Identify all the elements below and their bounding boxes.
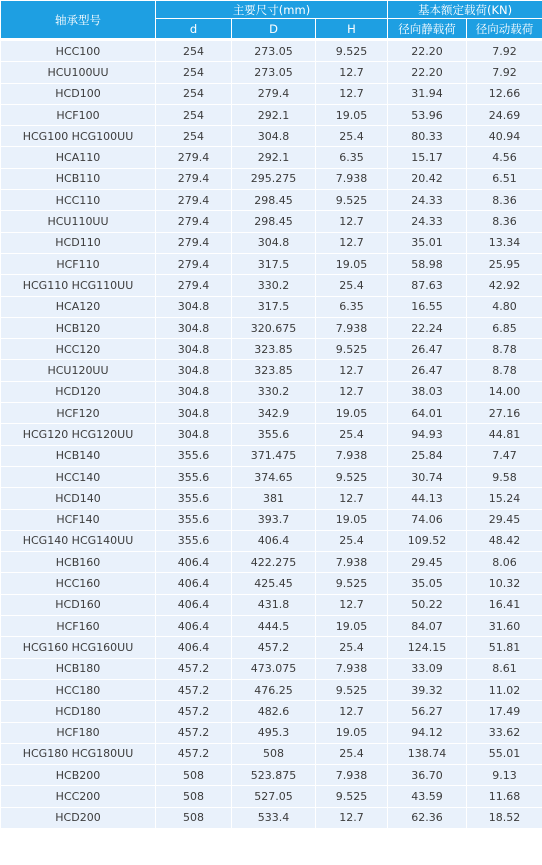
cell-model: HCC200 [1, 786, 156, 807]
cell-static-load: 64.01 [388, 403, 467, 424]
cell-d: 254 [156, 126, 232, 147]
cell-model: HCC120 [1, 339, 156, 360]
cell-dynamic-load: 51.81 [467, 637, 542, 658]
cell-model: HCB200 [1, 765, 156, 786]
table-row [1, 104, 542, 125]
cell-static-load: 80.33 [388, 126, 467, 147]
cell-D: 317.5 [232, 253, 316, 274]
cell-model: HCU100UU [1, 62, 156, 83]
cell-static-load: 15.17 [388, 147, 467, 168]
cell-dynamic-load: 13.34 [467, 232, 542, 253]
cell-static-load: 25.84 [388, 445, 467, 466]
cell-dynamic-load: 9.58 [467, 466, 542, 487]
cell-D: 371.475 [232, 445, 316, 466]
cell-d: 279.4 [156, 168, 232, 189]
table-row [1, 658, 542, 679]
table-row [1, 722, 542, 743]
cell-H: 9.525 [316, 786, 388, 807]
cell-static-load: 16.55 [388, 296, 467, 317]
cell-static-load: 22.20 [388, 62, 467, 83]
cell-static-load: 20.42 [388, 168, 467, 189]
cell-model: HCG100 HCG100UU [1, 126, 156, 147]
cell-dynamic-load: 7.92 [467, 62, 542, 83]
table-row [1, 573, 542, 594]
cell-static-load: 94.93 [388, 424, 467, 445]
cell-static-load: 22.24 [388, 317, 467, 338]
cell-d: 508 [156, 786, 232, 807]
cell-model: HCB120 [1, 317, 156, 338]
cell-H: 25.4 [316, 637, 388, 658]
cell-model: HCF160 [1, 616, 156, 637]
header-static-load: 径向静载荷 [388, 19, 467, 39]
cell-static-load: 58.98 [388, 253, 467, 274]
cell-model: HCG160 HCG160UU [1, 637, 156, 658]
cell-H: 12.7 [316, 381, 388, 402]
cell-d: 304.8 [156, 360, 232, 381]
cell-d: 406.4 [156, 616, 232, 637]
cell-D: 406.4 [232, 530, 316, 551]
cell-static-load: 62.36 [388, 807, 467, 828]
table-row [1, 637, 542, 658]
cell-H: 25.4 [316, 424, 388, 445]
table-row [1, 275, 542, 296]
cell-d: 508 [156, 807, 232, 828]
cell-H: 25.4 [316, 126, 388, 147]
cell-H: 7.938 [316, 658, 388, 679]
cell-model: HCF120 [1, 403, 156, 424]
cell-static-load: 53.96 [388, 104, 467, 125]
cell-dynamic-load: 8.78 [467, 339, 542, 360]
cell-D: 374.65 [232, 466, 316, 487]
cell-D: 381 [232, 488, 316, 509]
cell-model: HCF140 [1, 509, 156, 530]
cell-model: HCF180 [1, 722, 156, 743]
cell-model: HCC100 [1, 41, 156, 62]
cell-model: HCA110 [1, 147, 156, 168]
table-row [1, 147, 542, 168]
table-row [1, 466, 542, 487]
cell-H: 12.7 [316, 211, 388, 232]
cell-dynamic-load: 4.56 [467, 147, 542, 168]
cell-H: 9.525 [316, 41, 388, 62]
table-row [1, 530, 542, 551]
cell-dynamic-load: 42.92 [467, 275, 542, 296]
cell-static-load: 33.09 [388, 658, 467, 679]
cell-D: 304.8 [232, 232, 316, 253]
cell-model: HCD160 [1, 594, 156, 615]
cell-dynamic-load: 8.78 [467, 360, 542, 381]
cell-dynamic-load: 48.42 [467, 530, 542, 551]
cell-H: 7.938 [316, 445, 388, 466]
cell-model: HCD120 [1, 381, 156, 402]
cell-D: 292.1 [232, 147, 316, 168]
table-row [1, 701, 542, 722]
cell-d: 254 [156, 83, 232, 104]
cell-model: HCB160 [1, 552, 156, 573]
cell-dynamic-load: 29.45 [467, 509, 542, 530]
table-row [1, 317, 542, 338]
cell-D: 279.4 [232, 83, 316, 104]
table-row [1, 339, 542, 360]
cell-dynamic-load: 16.41 [467, 594, 542, 615]
cell-H: 25.4 [316, 530, 388, 551]
cell-dynamic-load: 8.06 [467, 552, 542, 573]
cell-d: 406.4 [156, 552, 232, 573]
cell-D: 317.5 [232, 296, 316, 317]
cell-H: 7.938 [316, 168, 388, 189]
cell-H: 12.7 [316, 62, 388, 83]
cell-model: HCC110 [1, 190, 156, 211]
header-D: D [232, 19, 316, 39]
header-row-top [1, 1, 542, 19]
cell-H: 9.525 [316, 679, 388, 700]
cell-dynamic-load: 25.95 [467, 253, 542, 274]
cell-d: 355.6 [156, 509, 232, 530]
cell-model: HCG180 HCG180UU [1, 743, 156, 764]
table-header [1, 1, 542, 39]
cell-model: HCB110 [1, 168, 156, 189]
cell-D: 482.6 [232, 701, 316, 722]
cell-dynamic-load: 10.32 [467, 573, 542, 594]
cell-d: 457.2 [156, 722, 232, 743]
cell-D: 425.45 [232, 573, 316, 594]
table-row [1, 403, 542, 424]
cell-static-load: 26.47 [388, 360, 467, 381]
cell-H: 12.7 [316, 360, 388, 381]
cell-D: 342.9 [232, 403, 316, 424]
cell-model: HCG140 HCG140UU [1, 530, 156, 551]
cell-d: 508 [156, 765, 232, 786]
cell-static-load: 94.12 [388, 722, 467, 743]
cell-H: 19.05 [316, 722, 388, 743]
cell-model: HCB180 [1, 658, 156, 679]
cell-d: 304.8 [156, 296, 232, 317]
cell-D: 473.075 [232, 658, 316, 679]
table-row [1, 679, 542, 700]
cell-d: 457.2 [156, 679, 232, 700]
cell-H: 19.05 [316, 104, 388, 125]
cell-dynamic-load: 4.80 [467, 296, 542, 317]
cell-H: 9.525 [316, 339, 388, 360]
cell-H: 7.938 [316, 765, 388, 786]
cell-static-load: 56.27 [388, 701, 467, 722]
header-bearing-model: 轴承型号 [1, 1, 156, 39]
cell-D: 476.25 [232, 679, 316, 700]
cell-H: 6.35 [316, 147, 388, 168]
cell-dynamic-load: 31.60 [467, 616, 542, 637]
table-row [1, 616, 542, 637]
cell-d: 279.4 [156, 253, 232, 274]
cell-static-load: 24.33 [388, 190, 467, 211]
cell-D: 273.05 [232, 41, 316, 62]
cell-dynamic-load: 7.92 [467, 41, 542, 62]
cell-dynamic-load: 44.81 [467, 424, 542, 445]
cell-static-load: 74.06 [388, 509, 467, 530]
cell-H: 12.7 [316, 83, 388, 104]
cell-d: 279.4 [156, 232, 232, 253]
cell-d: 304.8 [156, 403, 232, 424]
table-row [1, 786, 542, 807]
cell-static-load: 35.01 [388, 232, 467, 253]
table-row [1, 190, 542, 211]
cell-d: 279.4 [156, 275, 232, 296]
cell-D: 457.2 [232, 637, 316, 658]
cell-dynamic-load: 9.13 [467, 765, 542, 786]
cell-H: 25.4 [316, 743, 388, 764]
cell-H: 19.05 [316, 509, 388, 530]
header-dynamic-load: 径向动载荷 [467, 19, 542, 39]
cell-dynamic-load: 11.02 [467, 679, 542, 700]
cell-D: 320.675 [232, 317, 316, 338]
cell-model: HCC160 [1, 573, 156, 594]
table-row [1, 743, 542, 764]
cell-static-load: 84.07 [388, 616, 467, 637]
cell-dynamic-load: 40.94 [467, 126, 542, 147]
table-row [1, 509, 542, 530]
table-row [1, 41, 542, 62]
cell-d: 254 [156, 62, 232, 83]
cell-D: 273.05 [232, 62, 316, 83]
cell-static-load: 138.74 [388, 743, 467, 764]
table-row [1, 424, 542, 445]
cell-static-load: 44.13 [388, 488, 467, 509]
cell-D: 431.8 [232, 594, 316, 615]
cell-model: HCC140 [1, 466, 156, 487]
cell-static-load: 109.52 [388, 530, 467, 551]
cell-D: 422.275 [232, 552, 316, 573]
table-row [1, 296, 542, 317]
cell-H: 12.7 [316, 807, 388, 828]
cell-dynamic-load: 8.61 [467, 658, 542, 679]
cell-D: 444.5 [232, 616, 316, 637]
cell-d: 457.2 [156, 701, 232, 722]
table-row [1, 232, 542, 253]
cell-D: 355.6 [232, 424, 316, 445]
cell-static-load: 36.70 [388, 765, 467, 786]
cell-d: 355.6 [156, 488, 232, 509]
cell-H: 19.05 [316, 616, 388, 637]
cell-model: HCG110 HCG110UU [1, 275, 156, 296]
cell-d: 254 [156, 41, 232, 62]
cell-model: HCU120UU [1, 360, 156, 381]
cell-model: HCD200 [1, 807, 156, 828]
cell-dynamic-load: 12.66 [467, 83, 542, 104]
table-row [1, 360, 542, 381]
cell-D: 292.1 [232, 104, 316, 125]
cell-dynamic-load: 33.62 [467, 722, 542, 743]
cell-d: 304.8 [156, 424, 232, 445]
cell-D: 298.45 [232, 190, 316, 211]
table-row [1, 552, 542, 573]
table-row [1, 807, 542, 828]
cell-H: 9.525 [316, 573, 388, 594]
cell-D: 298.45 [232, 211, 316, 232]
cell-dynamic-load: 6.85 [467, 317, 542, 338]
cell-H: 7.938 [316, 552, 388, 573]
cell-D: 508 [232, 743, 316, 764]
cell-dynamic-load: 18.52 [467, 807, 542, 828]
cell-d: 279.4 [156, 190, 232, 211]
cell-d: 457.2 [156, 658, 232, 679]
cell-static-load: 39.32 [388, 679, 467, 700]
cell-H: 9.525 [316, 190, 388, 211]
cell-static-load: 35.05 [388, 573, 467, 594]
cell-d: 355.6 [156, 530, 232, 551]
table-row [1, 594, 542, 615]
cell-d: 355.6 [156, 466, 232, 487]
cell-H: 7.938 [316, 317, 388, 338]
table-body [1, 39, 542, 829]
table-row [1, 62, 542, 83]
cell-static-load: 31.94 [388, 83, 467, 104]
cell-dynamic-load: 17.49 [467, 701, 542, 722]
cell-H: 25.4 [316, 275, 388, 296]
cell-dynamic-load: 11.68 [467, 786, 542, 807]
cell-D: 295.275 [232, 168, 316, 189]
cell-static-load: 29.45 [388, 552, 467, 573]
cell-H: 19.05 [316, 253, 388, 274]
cell-d: 279.4 [156, 211, 232, 232]
table-row [1, 83, 542, 104]
cell-d: 304.8 [156, 381, 232, 402]
cell-static-load: 38.03 [388, 381, 467, 402]
cell-dynamic-load: 7.47 [467, 445, 542, 466]
cell-dynamic-load: 8.36 [467, 190, 542, 211]
cell-d: 355.6 [156, 445, 232, 466]
cell-D: 323.85 [232, 339, 316, 360]
cell-dynamic-load: 24.69 [467, 104, 542, 125]
header-main-dimensions: 主要尺寸(mm) [156, 1, 388, 19]
cell-d: 457.2 [156, 743, 232, 764]
cell-model: HCD140 [1, 488, 156, 509]
cell-D: 330.2 [232, 275, 316, 296]
cell-model: HCB140 [1, 445, 156, 466]
cell-D: 527.05 [232, 786, 316, 807]
cell-H: 6.35 [316, 296, 388, 317]
cell-static-load: 87.63 [388, 275, 467, 296]
table-row [1, 488, 542, 509]
cell-static-load: 24.33 [388, 211, 467, 232]
cell-model: HCD180 [1, 701, 156, 722]
cell-model: HCF110 [1, 253, 156, 274]
table-row [1, 253, 542, 274]
cell-D: 304.8 [232, 126, 316, 147]
table-row [1, 168, 542, 189]
header-H: H [316, 19, 388, 39]
cell-static-load: 26.47 [388, 339, 467, 360]
cell-static-load: 124.15 [388, 637, 467, 658]
header-basic-rated-load: 基本额定载荷(KN) [388, 1, 542, 19]
cell-model: HCU110UU [1, 211, 156, 232]
cell-model: HCD110 [1, 232, 156, 253]
cell-H: 9.525 [316, 466, 388, 487]
cell-d: 406.4 [156, 594, 232, 615]
cell-dynamic-load: 15.24 [467, 488, 542, 509]
cell-H: 12.7 [316, 594, 388, 615]
cell-d: 304.8 [156, 339, 232, 360]
cell-H: 12.7 [316, 232, 388, 253]
cell-dynamic-load: 27.16 [467, 403, 542, 424]
cell-static-load: 30.74 [388, 466, 467, 487]
header-d: d [156, 19, 232, 39]
cell-d: 254 [156, 104, 232, 125]
cell-D: 533.4 [232, 807, 316, 828]
cell-d: 279.4 [156, 147, 232, 168]
cell-static-load: 50.22 [388, 594, 467, 615]
cell-dynamic-load: 8.36 [467, 211, 542, 232]
cell-H: 12.7 [316, 701, 388, 722]
table-row [1, 445, 542, 466]
cell-dynamic-load: 55.01 [467, 743, 542, 764]
cell-model: HCA120 [1, 296, 156, 317]
table-row [1, 126, 542, 147]
cell-H: 12.7 [316, 488, 388, 509]
cell-static-load: 43.59 [388, 786, 467, 807]
cell-model: HCF100 [1, 104, 156, 125]
table-row [1, 211, 542, 232]
cell-dynamic-load: 14.00 [467, 381, 542, 402]
cell-D: 523.875 [232, 765, 316, 786]
cell-D: 495.3 [232, 722, 316, 743]
table-row [1, 381, 542, 402]
cell-D: 323.85 [232, 360, 316, 381]
cell-d: 406.4 [156, 573, 232, 594]
cell-H: 19.05 [316, 403, 388, 424]
cell-D: 393.7 [232, 509, 316, 530]
cell-model: HCD100 [1, 83, 156, 104]
cell-model: HCG120 HCG120UU [1, 424, 156, 445]
cell-D: 330.2 [232, 381, 316, 402]
cell-d: 304.8 [156, 317, 232, 338]
table-row [1, 765, 542, 786]
cell-d: 406.4 [156, 637, 232, 658]
cell-model: HCC180 [1, 679, 156, 700]
cell-static-load: 22.20 [388, 41, 467, 62]
cell-dynamic-load: 6.51 [467, 168, 542, 189]
